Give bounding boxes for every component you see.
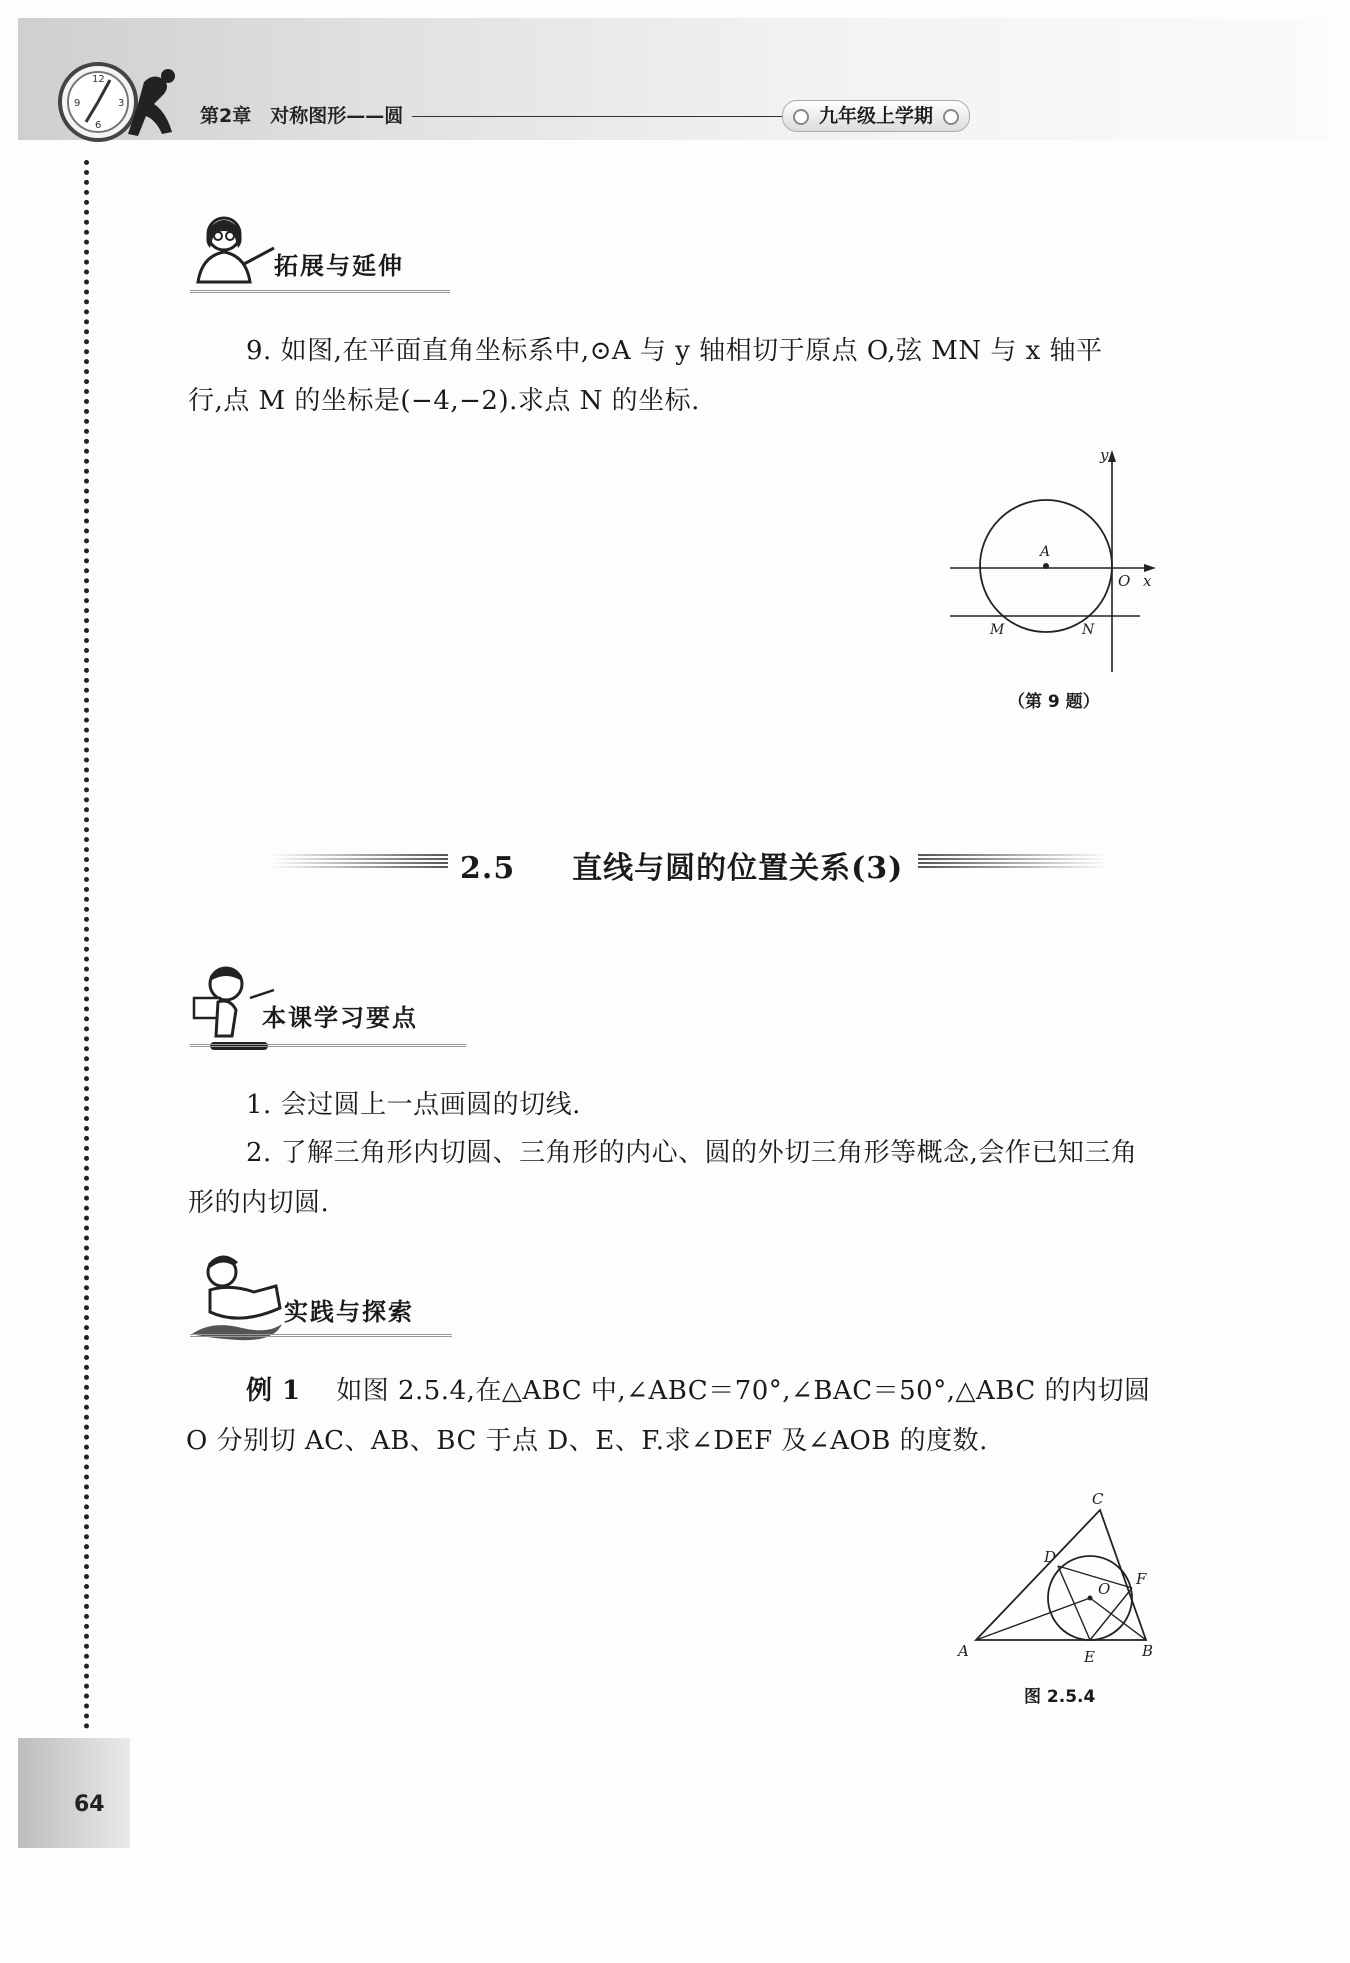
compass-logo-icon (52, 58, 202, 146)
center-O (1088, 1596, 1093, 1601)
section-title-practice: 实践与探索 (284, 1298, 414, 1326)
semester-label: 九年级上学期 (819, 105, 934, 127)
figure-problem9 (940, 446, 1160, 676)
label-C: C (1092, 1490, 1104, 1508)
label-E: E (1084, 1648, 1095, 1666)
heading-bar-left (270, 854, 448, 870)
label-D: D (1044, 1548, 1057, 1566)
heading-title: 直线与圆的位置关系(3) (572, 851, 904, 886)
x-axis-arrow-icon (1144, 564, 1156, 572)
page-number: 64 (74, 1792, 105, 1817)
label-O: O (1118, 572, 1131, 590)
label-F: F (1136, 1570, 1147, 1588)
section-title-extension: 拓展与延伸 (274, 252, 404, 280)
label-y: y (1100, 446, 1109, 464)
label-A: A (1040, 544, 1051, 560)
label-A: A (958, 1642, 969, 1660)
label-B: B (1142, 1642, 1154, 1660)
svg-text:9: 9 (74, 98, 81, 109)
section-underline (190, 1334, 452, 1337)
key-point-1: 1. 会过圆上一点画圆的切线. (246, 1090, 581, 1120)
key-point-2-line1: 2. 了解三角形内切圆、三角形的内心、圆的外切三角形等概念,会作已知三角 (246, 1138, 1138, 1168)
figure-2-5-4-caption: 图 2.5.4 (1024, 1687, 1096, 1707)
svg-text:3: 3 (118, 98, 125, 109)
label-M: M (990, 622, 1005, 638)
problem9-line1: 9. 如图,在平面直角坐标系中,⊙A 与 y 轴相切于原点 O,弦 MN 与 x 轴平 (246, 336, 1103, 366)
problem9-caption: （第 9 题） (1008, 692, 1100, 712)
label-O: O (1098, 1580, 1111, 1598)
center-A (1043, 563, 1049, 569)
heading-section-2-5 (460, 843, 903, 887)
student-running-icon (188, 1250, 284, 1346)
teacher-figure-icon (188, 212, 278, 284)
dotted-rail (84, 160, 89, 1730)
example1-text1: 如图 2.5.4,在△ABC 中,∠ABC＝70°,∠BAC＝50°,△ABC 的内切圆 (336, 1376, 1151, 1406)
semester-badge (782, 100, 970, 132)
figure-2-5-4 (950, 1490, 1170, 1674)
label-x: x (1143, 572, 1152, 590)
example1-label: 例 1 (246, 1376, 301, 1406)
header-rule (412, 116, 784, 117)
section-underline (190, 1044, 466, 1047)
badge-dot-left-icon (793, 109, 809, 125)
segment-AO (976, 1598, 1090, 1640)
example1-line1 (246, 1366, 1150, 1416)
heading-bar-right (918, 854, 1108, 870)
problem9-line2: 行,点 M 的坐标是(−4,−2).求点 N 的坐标. (188, 386, 700, 416)
example1-line2: O 分别切 AC、AB、BC 于点 D、E、F.求∠DEF 及∠AOB 的度数. (186, 1426, 988, 1456)
section-title-key-points: 本课学习要点 (262, 1004, 418, 1032)
svg-text:6: 6 (95, 120, 102, 131)
svg-text:12: 12 (92, 74, 105, 85)
section-underline (190, 290, 450, 293)
label-N: N (1082, 622, 1095, 638)
key-point-2-line2: 形的内切圆. (188, 1188, 330, 1218)
badge-dot-right-icon (943, 109, 959, 125)
y-axis-arrow-icon (1108, 450, 1116, 462)
heading-number: 2.5 (460, 851, 516, 886)
chapter-label: 第2章 对称图形——圆 (200, 105, 404, 127)
